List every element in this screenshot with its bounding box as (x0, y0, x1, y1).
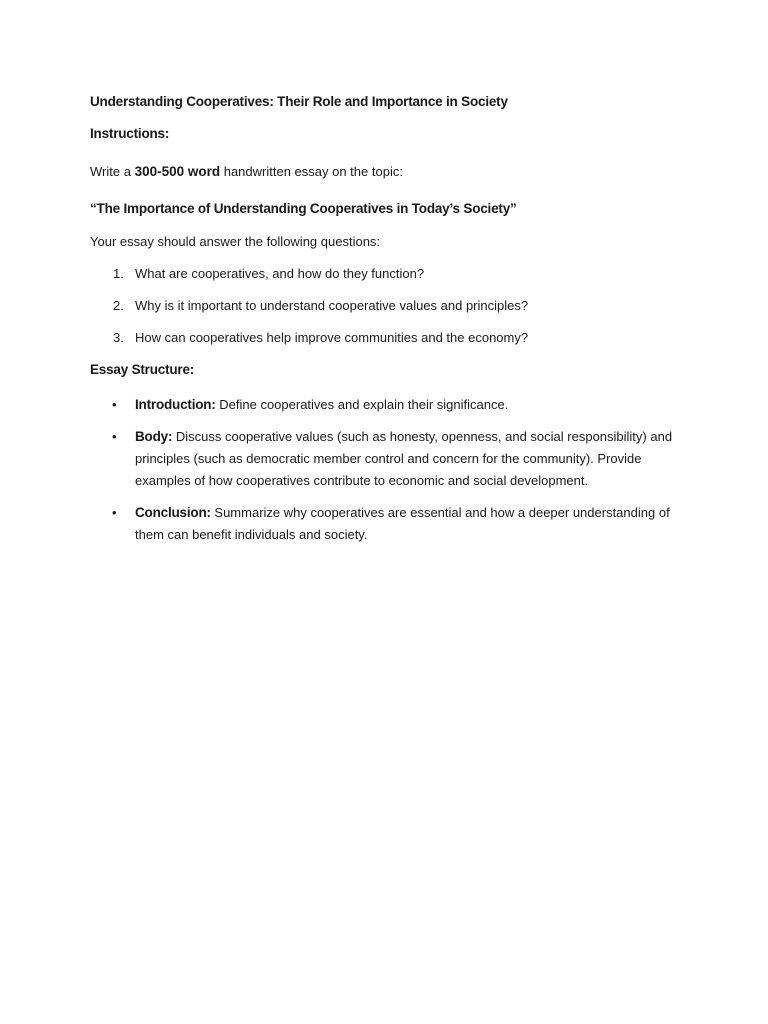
structure-item-conclusion (90, 502, 690, 546)
question-number: 2. (113, 298, 124, 313)
write-suffix: handwritten essay on the topic: (220, 164, 403, 179)
question-item (90, 266, 528, 298)
structure-text: Summarize why cooperatives are essential and how a deeper understanding of them can benefit individuals and society. (135, 505, 670, 542)
essay-structure-heading: Essay Structure: (90, 362, 195, 377)
structure-list (90, 394, 690, 556)
bullet-icon: • (112, 429, 117, 444)
questions-list (90, 266, 528, 362)
write-instruction (90, 164, 403, 179)
structure-item-introduction (90, 394, 690, 416)
structure-text: Discuss cooperative values (such as honesty, openness, and social responsibility) and principles (such as democratic member control and concern for the community). Provide examples of how cooperatives contribute to economic and social development. (135, 429, 673, 488)
structure-item-body (90, 426, 690, 492)
write-prefix: Write a (90, 164, 135, 179)
question-item (90, 330, 528, 362)
instructions-heading: Instructions: (90, 126, 170, 141)
question-number: 1. (113, 266, 124, 281)
bullet-icon: • (112, 505, 117, 520)
question-text: What are cooperatives, and how do they function? (135, 266, 425, 281)
structure-label: Body: (135, 429, 173, 444)
questions-intro: Your essay should answer the following questions: (90, 234, 381, 249)
word-count-emphasis: 300-500 word (134, 164, 221, 179)
essay-topic: “The Importance of Understanding Cooperatives in Today’s Society” (90, 201, 517, 216)
structure-label: Introduction: (135, 397, 216, 412)
question-item (90, 298, 528, 330)
structure-text: Define cooperatives and explain their significance. (215, 397, 509, 412)
question-text: How can cooperatives help improve communities and the economy? (135, 330, 529, 345)
bullet-icon: • (112, 397, 117, 412)
question-number: 3. (113, 330, 124, 345)
structure-label: Conclusion: (135, 505, 211, 520)
question-text: Why is it important to understand cooperative values and principles? (135, 298, 529, 313)
document-title: Understanding Cooperatives: Their Role and Importance in Society (90, 94, 508, 109)
